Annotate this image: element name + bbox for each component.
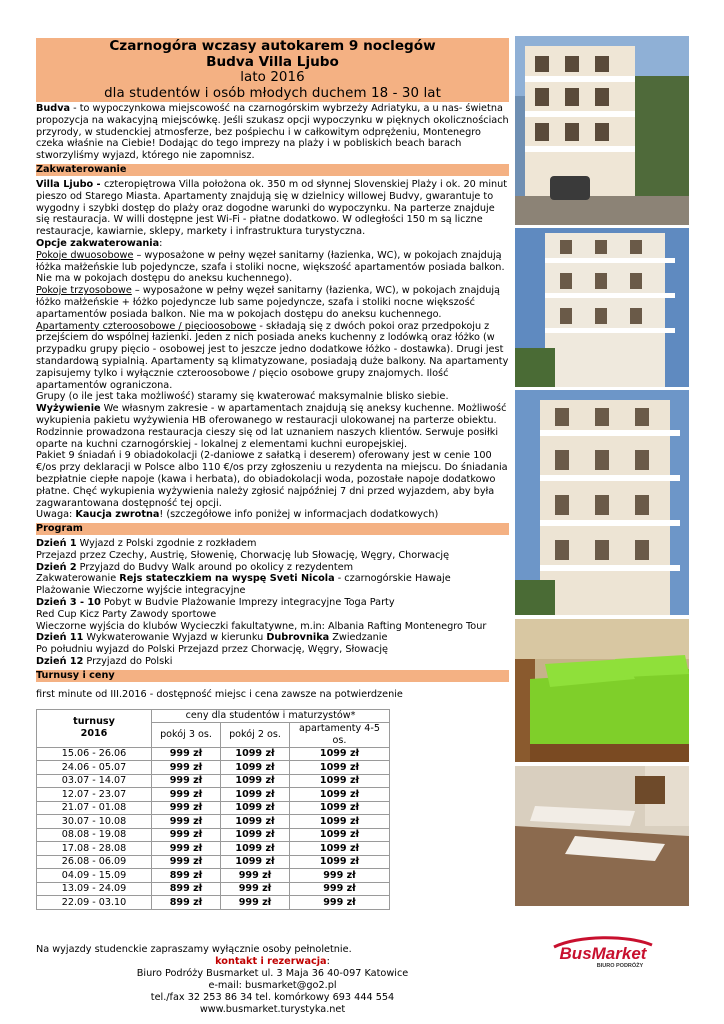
price-cell-turn: 04.09 - 15.09 [37,869,152,883]
villa-photo-1 [515,36,689,225]
price-cell-p3: 999 zł [152,747,221,761]
price-cell-p3: 999 zł [152,815,221,829]
adults-note: Na wyjazdy studenckie zapraszamy wyłącznie osoby pełnoletnie. [36,944,352,955]
program-day-2: Dzień 2 Przyjazd do Budvy Walk around po okolicy z rezydentem [36,561,354,573]
price-cell-p3: 999 zł [152,855,221,869]
price-cell-p45: 1099 zł [290,828,390,842]
price-cell-p45: 1099 zł [290,801,390,815]
program-day-3-10-line-2: Red Cup Kicz Party Zawody sportowe [36,608,217,620]
price-row [37,855,390,869]
contact-block: kontakt i rezerwacja: Biuro Podróży Busmarket ul. 3 Maja 36 40-097 Katowice e-mail: busmarket@go2.pl tel./fax 32 253 86 34 tel. komórkowy 693 444 554 www.busmarket.turystyka.net [36,956,509,1016]
price-cell-p45: 999 zł [290,896,390,910]
program-day-2-line-3: Plażowanie Wieczorne wyjście integracyjne [36,585,246,597]
price-row [37,815,390,829]
price-cell-p45: 999 zł [290,882,390,896]
program-day-3-10-line-3: Wieczorne wyjścia do klubów Wycieczki fakultatywne, m.in: Albania Rafting Montenegro Tour [36,620,487,632]
triple-rooms: Pokoje trzyosobowe – wyposażone w pełny węzeł sanitarny (łazienka, WC), w pokojach znajdują łóżko małżeńskie + łóżko pojedyncze lub same pojedyncze, szafa i stoliki nocne większość apartamentów posiada balkon. Nie ma w pokojach dostępu do aneksu kuchennego. [36,285,500,320]
col-header-3os: pokój 3 os. [152,723,221,748]
price-cell-p2: 999 zł [221,896,290,910]
villa-text: czteropiętrowa Villa położona ok. 350 m od słynnej Slovenskiej Plaży i ok. 20 minut pieszo od Starego Miasta. Apartamenty znajdują się w dzielnicy willowej Budvy, gwarantuje to wygodny i szybki dostęp do plaży oraz dogodne warunki do wypoczynku. Na parterze znajduje się restauracja. W willi dostępne jest Wi-Fi - płatne dodatkowo. W odległości 150 m są liczne restauracje, kawiarnie, sklepy, markety i infrastruktura turystyczna. [36,178,508,238]
svg-text:BIURO PODRÓŻY: BIURO PODRÓŻY [596,963,644,969]
price-cell-p2: 1099 zł [221,815,290,829]
price-cell-p45: 1099 zł [290,855,390,869]
title-line-3: lato 2016 [240,70,305,85]
price-cell-turn: 30.07 - 10.08 [37,815,152,829]
price-row [37,774,390,788]
contact-phone: tel./fax 32 253 86 34 tel. komórkowy 693 444 554 [150,992,395,1003]
price-row [37,788,390,802]
svg-text:BusMarket: BusMarket [559,944,647,963]
program-day-1-line-2: Przejazd przez Czechy, Austrię, Słowenię, Chorwację lub Słowację, Węgry, Chorwację [36,549,450,561]
price-cell-turn: 08.08 - 19.08 [37,828,152,842]
title-banner [36,38,509,102]
price-cell-p45: 1099 zł [290,842,390,856]
program-day-3-10: Dzień 3 - 10 Pobyt w Budvie Plażowanie Imprezy integracyjne Toga Party [36,597,395,609]
program-day-2-line-2: Zakwaterowanie Rejs stateczkiem na wyspę Sveti Nicola - czarnogórskie Hawaje [36,573,451,585]
main-column [36,103,509,910]
title-line-1: Czarnogóra wczasy autokarem 9 noclegów [109,38,436,54]
deposit-note: Uwaga: Kaucja zwrotna! (szczegółowe info poniżej w informacjach dodatkowych) [36,509,439,521]
program-day-11-line-2: Po południu wyjazd do Polski Przejazd przez Chorwację, Węgry, Słowację [36,644,388,656]
col-header-2os: pokój 2 os. [221,723,290,748]
quad-apartments: Apartamenty czteroosobowe / pięcioosobowe - składają się z dwóch pokoi oraz przedpokoju z przejściem do wspólnej łazienki. Jeden z nich posiada aneks kuchenny z lodówką oraz łóżko (w przypadku grupy pięcio - osobowej jest to jeszcze jedno dodatkowe łóżko - dostawka). Drugi jest standardową sypialnią. Apartamenty są klimatyzowane, posiadają duże balkony. Na apartamenty zapisujemy tylko i wyłącznie czteroosobowe / pięcio osobowe grupy znajomych. Ilość apartamentów ograniczona. [36,320,509,391]
section-turns: Turnusy i ceny [36,670,509,682]
price-cell-p3: 999 zł [152,842,221,856]
room-photo-1 [515,619,689,762]
price-cell-turn: 21.07 - 01.08 [37,801,152,815]
price-cell-p2: 1099 zł [221,747,290,761]
program-day-1: Dzień 1 Wyjazd z Polski zgodnie z rozkładem [36,538,257,550]
group-note: Grupy (o ile jest taka możliwość) staramy się kwaterować maksymalnie blisko siebie. [36,391,449,403]
room-photo-2 [515,766,689,906]
price-cell-p3: 899 zł [152,869,221,883]
price-cell-p2: 1099 zł [221,801,290,815]
price-cell-p45: 1099 zł [290,774,390,788]
price-row [37,896,390,910]
section-program: Program [36,523,509,535]
price-cell-p2: 999 zł [221,869,290,883]
contact-address: Biuro Podróży Busmarket ul. 3 Maja 36 40-097 Katowice [136,968,409,979]
price-cell-turn: 26.08 - 06.09 [37,855,152,869]
price-cell-turn: 13.09 - 24.09 [37,882,152,896]
price-cell-p45: 1099 zł [290,761,390,775]
price-cell-p2: 1099 zł [221,761,290,775]
price-row [37,842,390,856]
price-table [36,709,390,910]
price-cell-p2: 1099 zł [221,842,290,856]
footer [36,944,509,1016]
food-paragraph: Wyżywienie We własnym zakresie - w apartamentach znajdują się aneksy kuchenne. Możliwość wykupienia pakietu wyżywienia HB oferowanego w restauracji ulokowanej na parterze obiektu. Rodzinnie prowadzona restauracja cieszy się od lat uznaniem naszych klientów. Serwuje posiłki oparte na kuchni czarnogórskiej - lokalnej z elementami kuchni europejskiej. [36,403,507,450]
price-cell-turn: 12.07 - 23.07 [37,788,152,802]
price-cell-p3: 899 zł [152,882,221,896]
price-cell-turn: 22.09 - 03.10 [37,896,152,910]
program-day-12: Dzień 12 Przyjazd do Polski [36,656,173,668]
price-cell-p2: 1099 zł [221,788,290,802]
price-cell-p3: 999 zł [152,828,221,842]
price-row [37,761,390,775]
col-header-45os: apartamenty 4-5 os. [290,723,390,748]
intro-paragraph [36,103,509,162]
price-cell-p45: 1099 zł [290,815,390,829]
price-row [37,801,390,815]
title-line-4: dla studentów i osób młodych duchem 18 - 30 lat [104,85,441,101]
price-cell-p3: 899 zł [152,896,221,910]
price-row [37,828,390,842]
price-cell-p3: 999 zł [152,801,221,815]
contact-www[interactable]: www.busmarket.turystyka.net [199,1004,346,1015]
col-header-turn: turnusy 2016 [37,709,152,747]
price-cell-p2: 1099 zł [221,774,290,788]
price-cell-turn: 15.06 - 26.06 [37,747,152,761]
price-cell-p45: 999 zł [290,869,390,883]
contact-email[interactable]: e-mail: busmarket@go2.pl [208,980,337,991]
col-header-group: ceny dla studentów i maturzystów* [152,709,390,723]
villa-paragraph [36,179,509,238]
price-cell-p3: 999 zł [152,761,221,775]
price-cell-p3: 999 zł [152,774,221,788]
contact-title: kontakt i rezerwacja [215,956,327,967]
package-paragraph: Pakiet 9 śniadań i 9 obiadokolacji (2-daniowe z sałatką i deserem) oferowany jest w cenie 100 €/os przy deklaracji w Polsce albo 110 €/os przy zgłoszeniu u rezydenta na miejscu. Do śniadania bezpłatnie ciepłe napoje (kawa i herbata), do obiadokolacji woda, pozostałe napoje dodatkowo płatne. Chęć wykupienia wyżywienia należy zgłosić najpóźniej 7 dni przed wyjazdem, aby była zagwarantowana dostępność tej opcji. [36,450,508,509]
price-cell-p2: 1099 zł [221,855,290,869]
price-row [37,869,390,883]
price-cell-p45: 1099 zł [290,788,390,802]
intro-text: - to wypoczynkowa miejscowość na czarnogórskim wybrzeży Adriatyku, a u nas- świetna propozycja na wakacyjną miejscówkę. Jeśli szukasz opcji wypoczynku w pięknych okolicznościach przyrody, w studenckiej atmosferze, bez pośpiechu i w całkowitym odprężeniu, Montenegro czeka właśnie na Ciebie! Dodając do tego imprezy na plaży i w pobliskich beach barach stworzyliśmy wyjazd, którego nie zapomnisz. [36,103,509,162]
price-cell-p45: 1099 zł [290,747,390,761]
price-cell-p3: 999 zł [152,788,221,802]
program-day-11: Dzień 11 Wykwaterowanie Wyjazd w kierunku Dubrovnika Zwiedzanie [36,632,388,644]
villa-photo-3 [515,390,689,615]
first-minute-note: first minute od III.2016 - dostępność miejsc i cena zawsze na potwierdzenie [36,688,403,700]
villa-bold: Villa Ljubo - [36,178,104,190]
price-row [37,882,390,896]
busmarket-logo [548,935,658,969]
title-line-2: Budva Villa Ljubo [206,53,339,70]
section-accommodation: Zakwaterowanie [36,164,509,176]
price-cell-turn: 24.06 - 05.07 [37,761,152,775]
price-cell-p2: 1099 zł [221,828,290,842]
intro-bold: Budva [36,103,71,114]
double-rooms: Pokoje dwuosobowe – wyposażone w pełny węzeł sanitarny (łazienka, WC), w pokojach znajdują łóżka małżeńskie lub pojedyncze, szafa i stoliki nocne, większość apartamentów posiada balkon. Nie ma w pokojach dostępu do aneksu kuchennego). [36,249,505,285]
price-cell-p2: 999 zł [221,882,290,896]
price-row [37,747,390,761]
price-cell-turn: 17.08 - 28.08 [37,842,152,856]
villa-photo-2 [515,228,689,387]
price-cell-turn: 03.07 - 14.07 [37,774,152,788]
options-title: Opcje zakwaterowania: [36,237,163,249]
